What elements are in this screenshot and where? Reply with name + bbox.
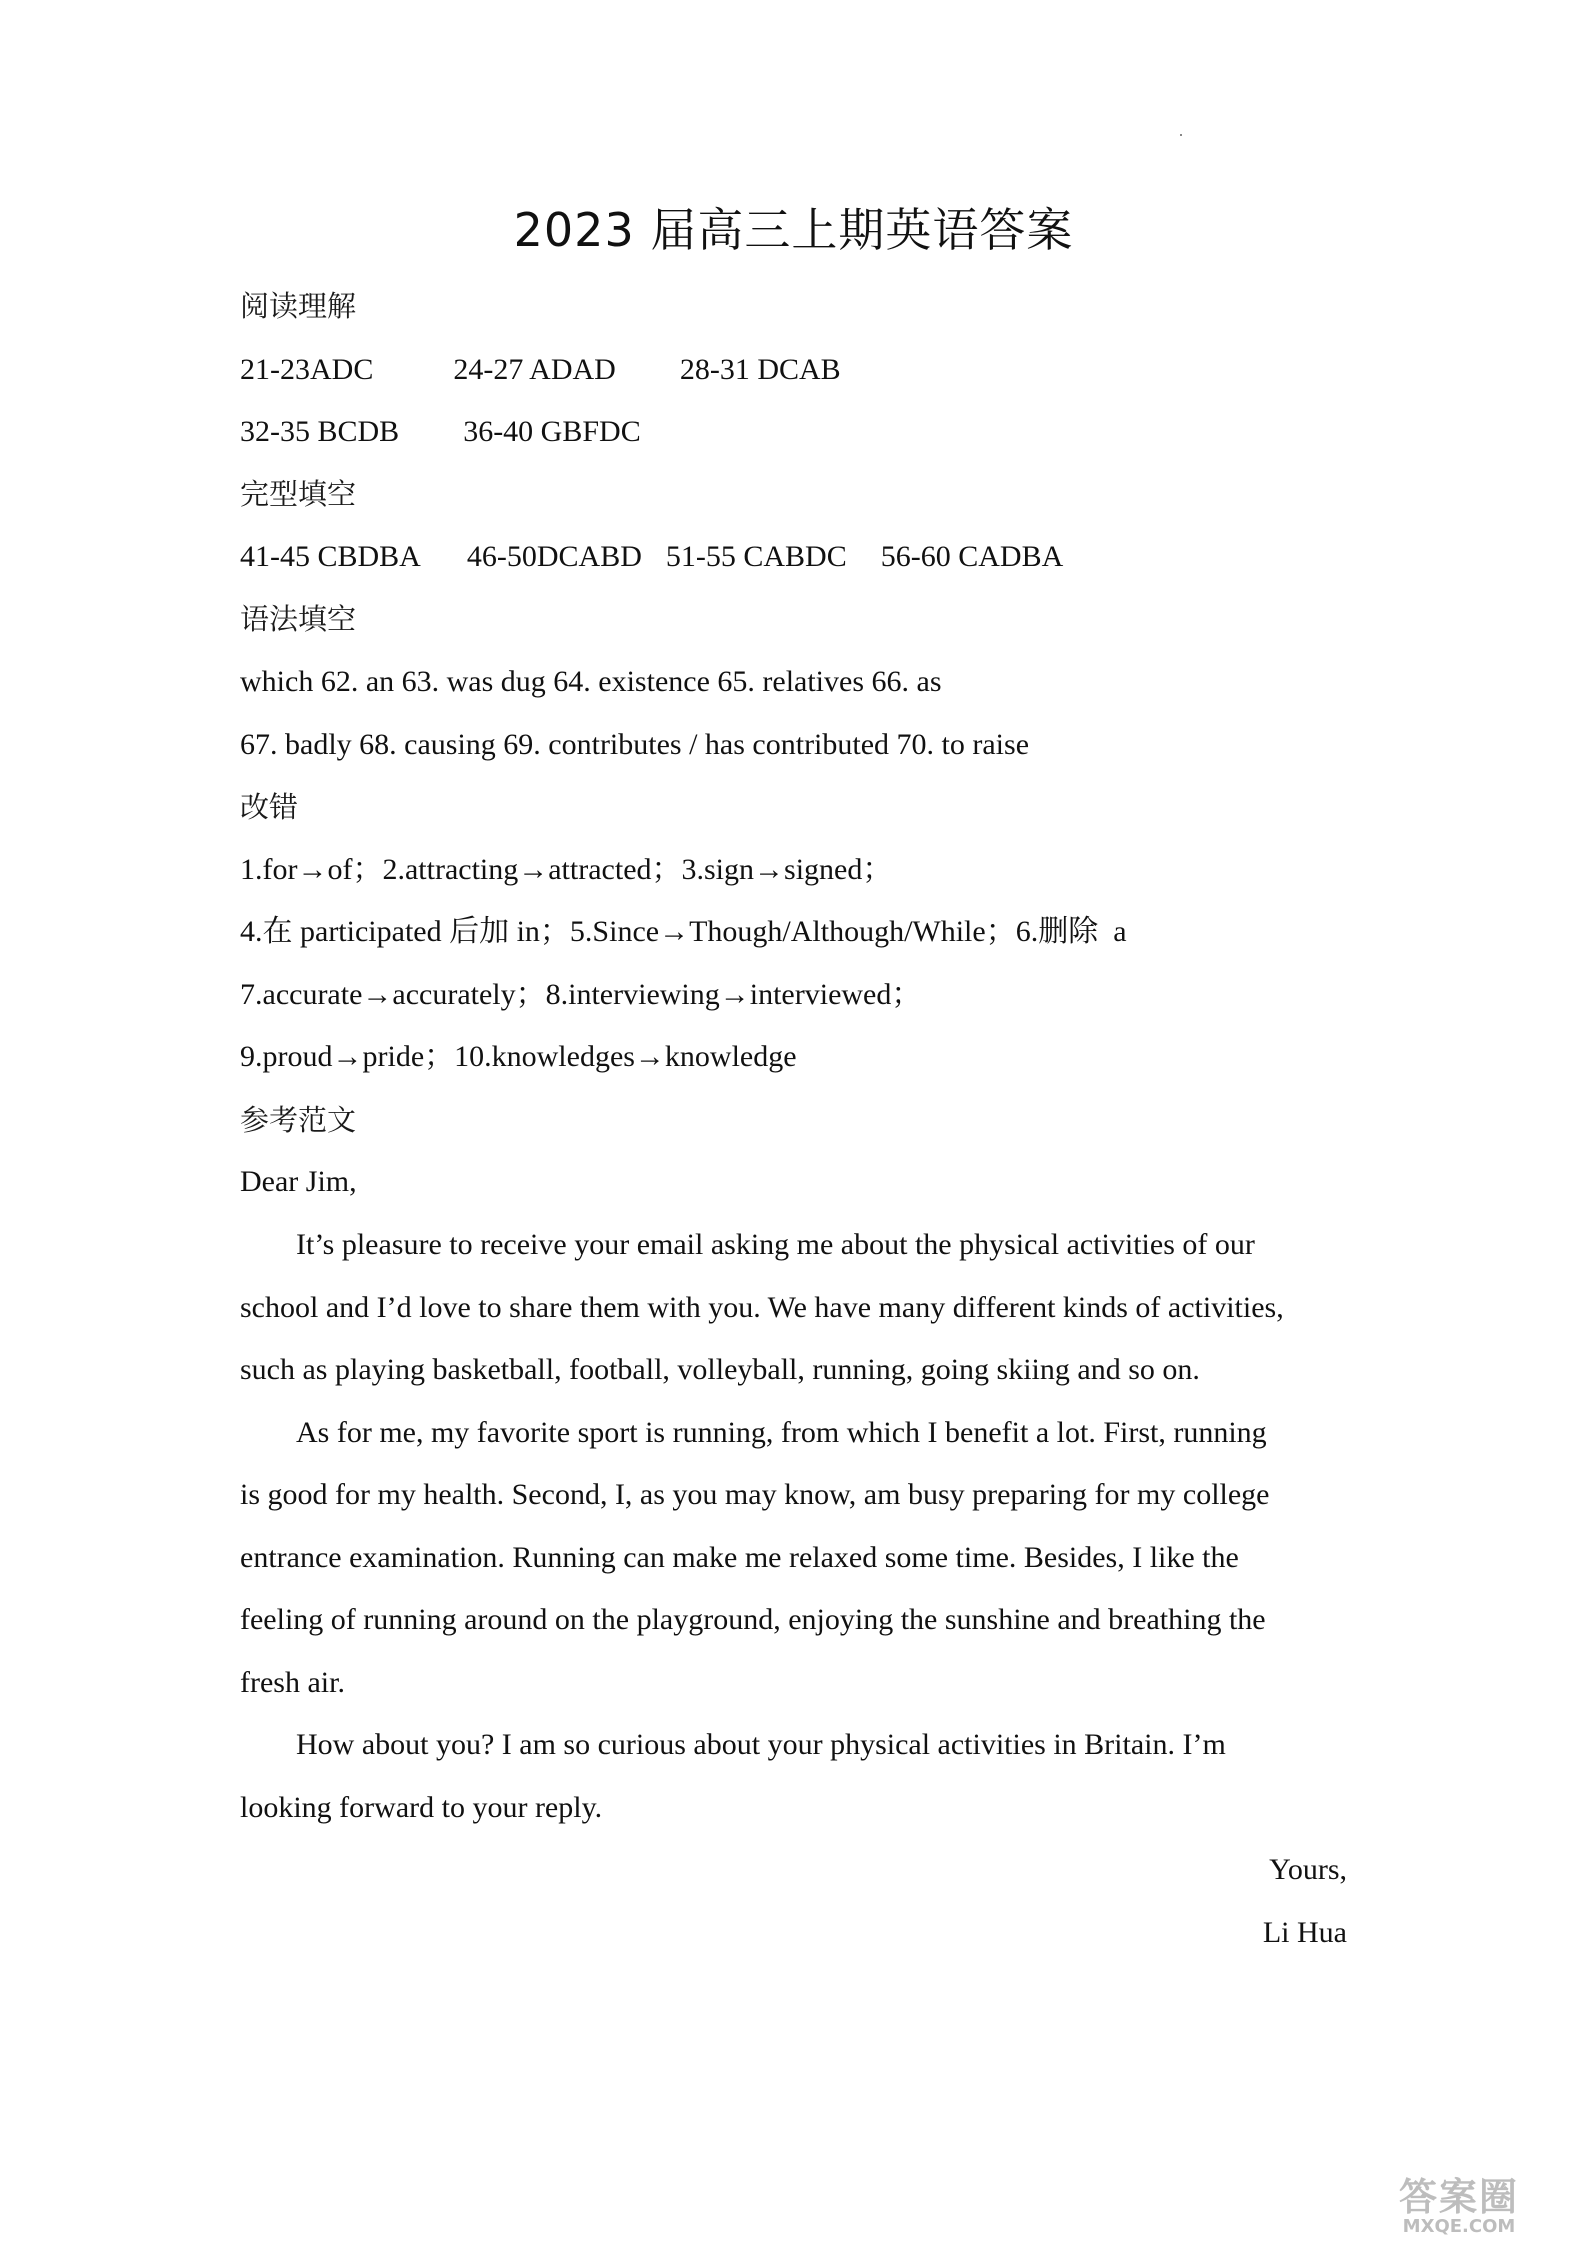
essay-greeting: Dear Jim, xyxy=(240,1165,357,1198)
cloze-answer-group: 41-45 CBDBA xyxy=(240,540,421,573)
grammar-answers-line-2: 67. badly 68. causing 69. contributes / has contributed 70. to raise xyxy=(240,728,1030,761)
essay-signature: Li Hua xyxy=(1262,1916,1347,1949)
essay-paragraph-2-line: fresh air. xyxy=(240,1666,345,1699)
essay-paragraph-1-line: It’s pleasure to receive your email asking me about the physical activities of our xyxy=(296,1228,1255,1261)
cloze-answer-group: 51-55 CABDC xyxy=(665,540,847,573)
cloze-answers-row xyxy=(240,537,1063,577)
reading-answers-row-2 xyxy=(240,412,641,452)
scan-speck xyxy=(1180,134,1182,136)
reading-answer-group: 32-35 BCDB xyxy=(240,415,400,448)
grammar-answers-line-1: which 62. an 63. was dug 64. existence 65. relatives 66. as xyxy=(240,665,942,698)
watermark-logo-text: 答案圈 xyxy=(1398,2175,1519,2219)
reading-answers-row-1 xyxy=(240,350,841,390)
page-title: 2023 届高三上期英语答案 xyxy=(513,203,1074,257)
essay-closing: Yours, xyxy=(1269,1853,1347,1886)
essay-paragraph-2-line: As for me, my favorite sport is running, from which I benefit a lot. First, running xyxy=(296,1416,1267,1449)
correction-line-4: 9.proud→pride；10.knowledges→knowledge xyxy=(240,1040,797,1073)
cloze-answer-group: 56-60 CADBA xyxy=(880,540,1064,573)
essay-paragraph-1-line: school and I’d love to share them with you. We have many different kinds of activities, xyxy=(240,1291,1284,1324)
essay-heading: 参考范文 xyxy=(240,1103,357,1137)
reading-heading: 阅读理解 xyxy=(240,289,357,323)
correction-line-1: 1.for→of；2.attracting→attracted；3.sign→signed； xyxy=(240,853,893,886)
essay-paragraph-2-line: feeling of running around on the playground, enjoying the sunshine and breathing the xyxy=(240,1603,1266,1636)
correction-line-3: 7.accurate→accurately；8.interviewing→interviewed； xyxy=(240,978,922,1011)
essay-paragraph-2-line: entrance examination. Running can make me relaxed some time. Besides, I like the xyxy=(240,1541,1239,1574)
cloze-heading: 完型填空 xyxy=(240,477,357,511)
essay-paragraph-2-line: is good for my health. Second, I, as you may know, am busy preparing for my college xyxy=(240,1478,1270,1511)
essay-paragraph-1-line: such as playing basketball, football, volleyball, running, going skiing and so on. xyxy=(240,1353,1200,1386)
correction-heading: 改错 xyxy=(240,790,299,824)
watermark-url: MXQE.COM xyxy=(1402,2216,1516,2237)
reading-answer-group: 36-40 GBFDC xyxy=(463,415,641,448)
reading-answer-group: 28-31 DCAB xyxy=(679,353,841,386)
correction-line-2: 4.在 participated 后加 in；5.Since→Though/Although/While；6.删除 a xyxy=(240,915,1127,948)
site-watermark xyxy=(1349,2177,1569,2239)
grammar-heading: 语法填空 xyxy=(240,602,357,636)
cloze-answer-group: 46-50DCABD xyxy=(466,540,642,573)
reading-answer-group: 21-23ADC xyxy=(240,353,374,386)
essay-paragraph-3-line: looking forward to your reply. xyxy=(240,1791,603,1824)
reading-answer-group: 24-27 ADAD xyxy=(453,353,616,386)
essay-paragraph-3-line: How about you? I am so curious about your physical activities in Britain. I’m xyxy=(296,1728,1226,1761)
